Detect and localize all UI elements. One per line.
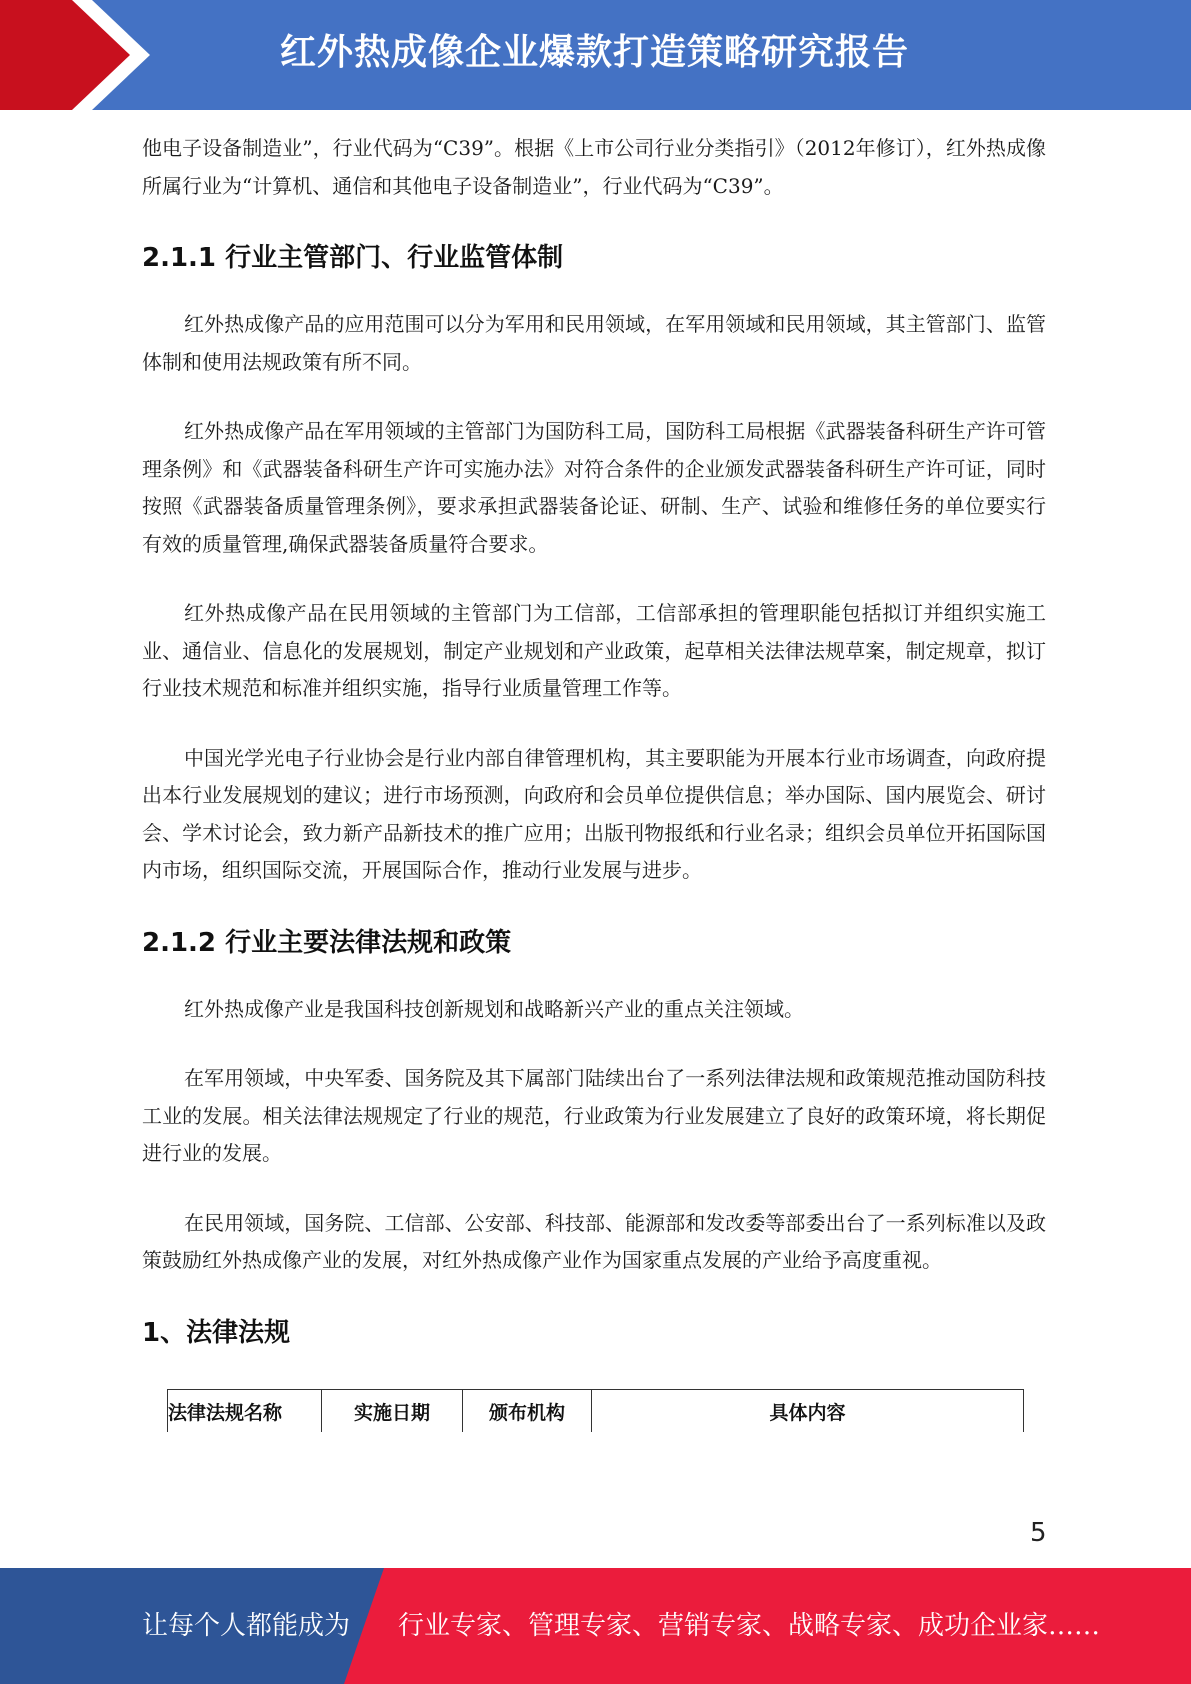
- report-title: 红外热成像企业爆款打造策略研究报告: [280, 32, 910, 73]
- header-arrow-decoration: [0, 0, 160, 110]
- paragraph: 他电子设备制造业”，行业代码为“C39”。根据《上市公司行业分类指引》（2012年修订），红外热成像所属行业为“计算机、通信和其他电子设备制造业”，行业代码为“C39”。: [142, 136, 1046, 198]
- paragraph: 在军用领域，中央军委、国务院及其下属部门陆续出台了一系列法律法规和政策规范推动国防科技工业的发展。相关法律法规规定了行业的规范，行业政策为行业发展建立了良好的政策环境，将长期促进行业的发展。: [142, 1066, 1046, 1165]
- table-header-cell: 具体内容: [592, 1390, 1024, 1433]
- section-heading-2-1-2: 2.1.2 行业主要法律法规和政策: [142, 927, 512, 958]
- table-header-cell: 实施日期: [322, 1390, 463, 1433]
- document-body: [142, 130, 1046, 1349]
- table-header-row: [168, 1390, 1024, 1433]
- table-header-cell: 颁布机构: [463, 1390, 592, 1433]
- table-header-cell: 法律法规名称: [168, 1390, 322, 1433]
- laws-table: [167, 1389, 1024, 1432]
- footer-slogan-right: 行业专家、管理专家、营销专家、战略专家、成功企业家……: [398, 1611, 1101, 1641]
- subsection-heading-laws: 1、法律法规: [142, 1317, 291, 1348]
- paragraph: 中国光学光电子行业协会是行业内部自律管理机构，其主要职能为开展本行业市场调查，向政府提出本行业发展规划的建议；进行市场预测，向政府和会员单位提供信息；举办国际、国内展览会、研讨会、学术讨论会，致力新产品新技术的推广应用；出版刊物报纸和行业名录；组织会员单位开拓国际国内市场，组织国际交流，开展国际合作，推动行业发展与进步。: [142, 745, 1046, 882]
- paragraph: 红外热成像产业是我国科技创新规划和战略新兴产业的重点关注领域。: [184, 996, 804, 1021]
- paragraph: 红外热成像产品在军用领域的主管部门为国防科工局，国防科工局根据《武器装备科研生产许可管理条例》和《武器装备科研生产许可实施办法》对符合条件的企业颁发武器装备科研生产许可证，同时按照《武器装备质量管理条例》，要求承担武器装备论证、研制、生产、试验和维修任务的单位要实行有效的质量管理,确保武器装备质量符合要求。: [142, 419, 1046, 556]
- paragraph: 红外热成像产品在民用领域的主管部门为工信部，工信部承担的管理职能包括拟订并组织实施工业、通信业、信息化的发展规划，制定产业规划和产业政策，起草相关法律法规草案，制定规章，拟订行业技术规范和标准并组织实施，指导行业质量管理工作等。: [142, 601, 1046, 700]
- page-number: 5: [1030, 1518, 1047, 1548]
- paragraph: 红外热成像产品的应用范围可以分为军用和民用领域，在军用领域和民用领域，其主管部门、监管体制和使用法规政策有所不同。: [142, 312, 1046, 374]
- header-banner: [0, 0, 1191, 110]
- footer-slogan-left: 让每个人都能成为: [142, 1611, 351, 1641]
- section-heading-2-1-1: 2.1.1 行业主管部门、行业监管体制: [142, 243, 564, 273]
- paragraph: 在民用领域，国务院、工信部、公安部、科技部、能源部和发改委等部委出台了一系列标准以及政策鼓励红外热成像产业的发展，对红外热成像产业作为国家重点发展的产业给予高度重视。: [142, 1210, 1046, 1272]
- footer-banner: [0, 1568, 1191, 1684]
